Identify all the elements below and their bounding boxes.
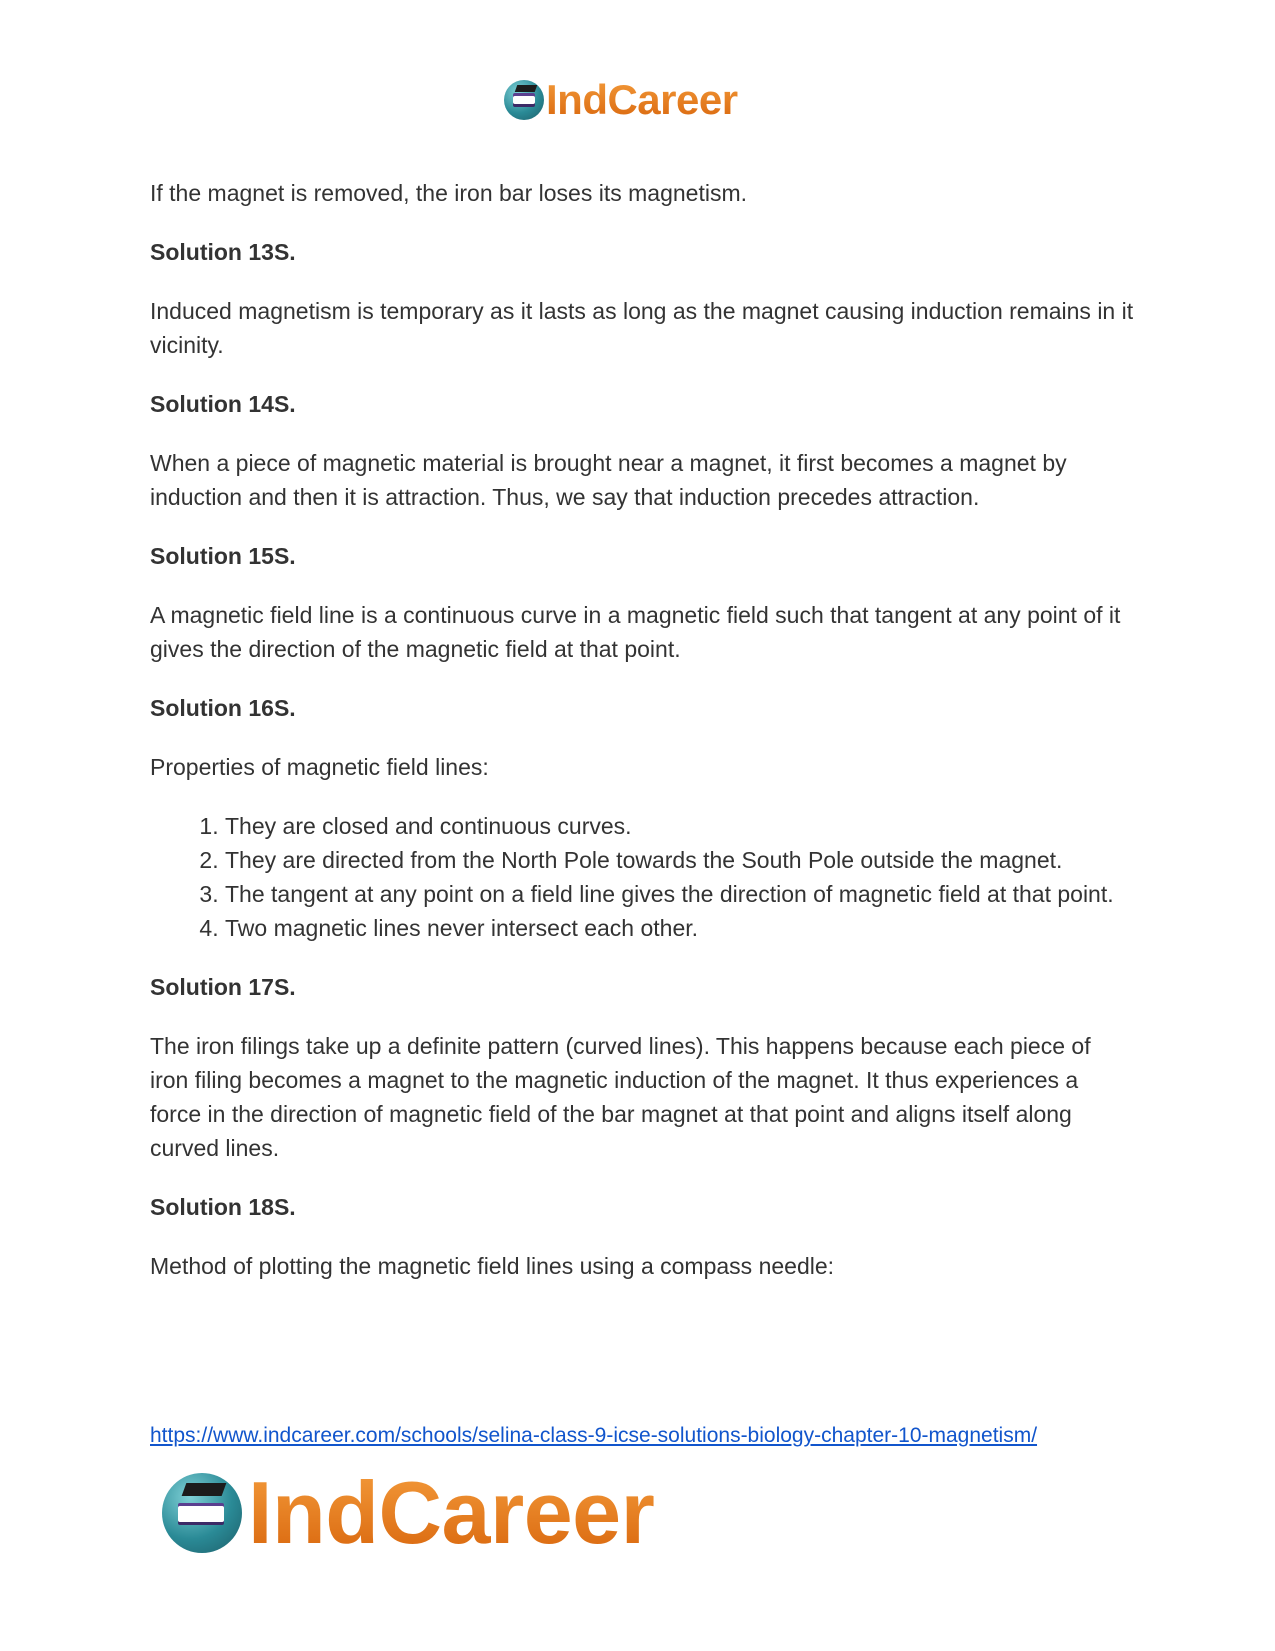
solution-18s-heading: Solution 18S. bbox=[150, 1194, 296, 1220]
graduation-globe-icon bbox=[162, 1473, 242, 1553]
solution-14s-heading: Solution 14S. bbox=[150, 391, 296, 417]
graduation-globe-icon bbox=[504, 80, 544, 120]
solution-17s-text: The iron filings take up a definite pattern (curved lines). This happens because each piece of iron filing becomes a magnet to the magnetic induction of the magnet. It thus experiences a force in the direction of magnetic field of the bar magnet at that point and aligns itself along curved lines. bbox=[150, 1033, 1091, 1161]
footer-logo-text: IndCareer bbox=[248, 1463, 655, 1562]
solution-15s-heading: Solution 15S. bbox=[150, 543, 296, 569]
solution-14s-text: When a piece of magnetic material is brought near a magnet, it first becomes a magnet by induction and then it is attraction. Thus, we say that induction precedes attraction. bbox=[150, 450, 1067, 510]
list-item: 3. The tangent at any point on a field line gives the direction of magnetic field at that point. bbox=[225, 877, 1135, 911]
header-logo bbox=[504, 78, 738, 122]
solution-13s-text: Induced magnetism is temporary as it lasts as long as the magnet causing induction remains in it vicinity. bbox=[150, 298, 1134, 358]
footer-logo bbox=[162, 1463, 655, 1562]
field-line-properties-list bbox=[150, 809, 1135, 945]
source-url-link[interactable]: https://www.indcareer.com/schools/selina-class-9-icse-solutions-biology-chapter-10-magnetism/ bbox=[150, 1424, 1038, 1447]
solution-18s-text: Method of plotting the magnetic field lines using a compass needle: bbox=[150, 1253, 835, 1279]
list-item: 1. They are closed and continuous curves. bbox=[225, 809, 1135, 843]
solution-15s-text: A magnetic field line is a continuous curve in a magnetic field such that tangent at any point of it gives the direction of the magnetic field at that point. bbox=[150, 602, 1121, 662]
intro-paragraph: If the magnet is removed, the iron bar loses its magnetism. bbox=[150, 180, 747, 206]
solution-17s-heading: Solution 17S. bbox=[150, 974, 296, 1000]
solution-13s-heading: Solution 13S. bbox=[150, 239, 296, 265]
list-item: 4. Two magnetic lines never intersect each other. bbox=[225, 911, 1135, 945]
list-item: 2. They are directed from the North Pole towards the South Pole outside the magnet. bbox=[225, 843, 1135, 877]
solution-16s-text: Properties of magnetic field lines: bbox=[150, 754, 489, 780]
header-logo-text: IndCareer bbox=[546, 76, 738, 123]
document-body bbox=[150, 176, 1135, 1308]
solution-16s-heading: Solution 16S. bbox=[150, 695, 296, 721]
